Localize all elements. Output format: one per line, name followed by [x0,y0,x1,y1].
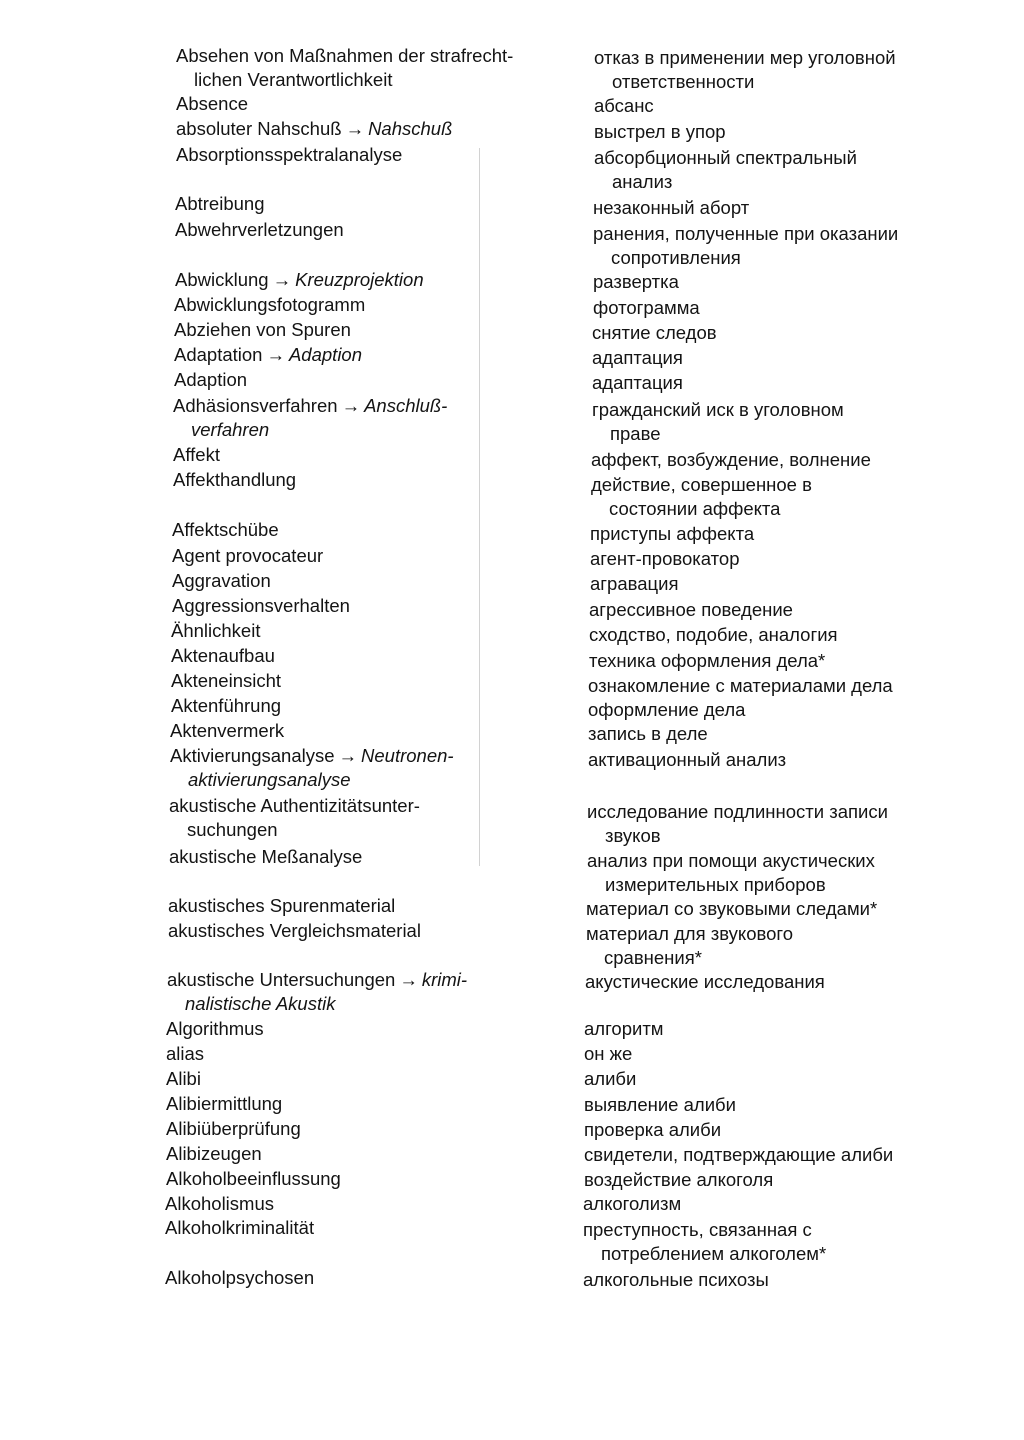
german-term [171,694,561,718]
german-term-text: Alibiüberprüfung [166,1118,301,1139]
russian-translation-continuation: ответственности [612,71,755,92]
german-term [175,218,565,242]
german-term [171,644,561,668]
german-term-text: akustisches Spurenmaterial [168,895,396,916]
german-term-text: Alkoholkriminalität [165,1217,315,1238]
german-term [176,117,566,141]
russian-translation [594,46,1014,94]
german-term-text: akustische Untersuchungen [167,969,396,990]
russian-translation [594,120,1014,144]
german-term-continuation: lichen Verantwortlichkeit [194,69,393,90]
cross-reference: krimi- [421,969,468,990]
russian-translation-text: отказ в применении мер уголовной [594,47,896,68]
russian-translation-text: оформление дела [588,699,746,720]
russian-translation-text: аффект, возбуждение, волнение [591,449,871,470]
german-term-text: Abwicklungsfotogramm [174,294,366,315]
russian-translation [584,1093,1004,1117]
german-term [175,192,565,216]
cross-reference: Anschluß- [364,395,448,416]
russian-translation-continuation: звуков [605,825,661,846]
russian-translation [590,572,1010,596]
russian-translation-text: агрессивное поведение [589,599,793,620]
russian-translation [586,897,1006,921]
german-term [175,268,565,292]
german-term-text: Abwicklung [175,269,269,290]
german-term [167,968,557,1016]
russian-translation-text: развертка [593,271,679,292]
german-term-text: Absorptionsspektralanalyse [176,144,403,165]
cross-reference: Adaption [288,344,363,365]
german-term-text: Abwehrverletzungen [175,219,344,240]
german-term-text: Abtreibung [175,193,265,214]
german-term [166,1017,556,1041]
german-term [176,44,566,92]
cross-reference-continuation: aktivierungsanalyse [188,769,351,790]
german-term [166,1042,556,1066]
russian-translation-text: свидетели, подтверждающие алиби [584,1144,894,1165]
german-term-text: Adhäsionsverfahren [173,395,338,416]
german-term-text: akustische Meßanalyse [169,846,363,867]
russian-translation-text: адаптация [592,372,683,393]
russian-translation [590,547,1010,571]
russian-translation-text: проверка алиби [584,1119,722,1140]
russian-translation [593,222,1013,270]
russian-translation-text: материал для звукового [586,923,794,944]
russian-translation-text: алкоголизм [583,1193,682,1214]
russian-translation [593,296,1013,320]
cross-reference: Neutronen- [361,745,454,766]
russian-translation-text: запись в деле [588,723,708,744]
german-term-text: Aggravation [172,570,271,591]
german-term [174,368,564,392]
russian-translation-text: сходство, подобие, аналогия [589,624,838,645]
russian-translation-continuation: состоянии аффекта [609,498,781,519]
russian-translation-text: абсорбционный спектральный [594,147,857,168]
german-term [172,594,562,618]
german-term [176,143,566,167]
russian-translation-text: активационный анализ [588,749,787,770]
russian-translation-continuation: сравнения* [604,947,702,968]
german-term [173,468,563,492]
german-term-text: Adaptation [174,344,263,365]
german-term-text: Alkoholpsychosen [165,1267,315,1288]
cross-reference-continuation: verfahren [191,419,270,440]
cross-reference-arrow-icon: → [338,745,358,766]
russian-translation [588,698,1008,722]
russian-translation-text: акустические исследования [585,971,825,992]
russian-translation-text: алиби [584,1068,637,1089]
russian-translation-text: действие, совершенное в [591,474,812,495]
german-term-text: Algorithmus [166,1018,264,1039]
german-term-text: Aktenführung [171,695,282,716]
russian-translation [583,1218,1003,1266]
russian-translation-continuation: измерительных приборов [605,874,826,895]
russian-translation-text: исследование подлинности записи [587,801,888,822]
german-term-text: Adaption [174,369,248,390]
russian-translation [589,649,1009,673]
russian-translation [583,1192,1003,1216]
german-term-text: Alibizeugen [166,1143,262,1164]
german-term-continuation: suchungen [187,819,278,840]
russian-translation-text: анализ при помощи акустических [587,850,875,871]
german-term-text: Alibiermittlung [166,1093,283,1114]
german-term-text: Akteneinsicht [171,670,282,691]
russian-translation [592,321,1012,345]
russian-translation-text: алкогольные психозы [583,1269,769,1290]
russian-translation [593,270,1013,294]
russian-translation [588,674,1008,698]
german-term [166,1117,556,1141]
russian-translation [594,94,1014,118]
cross-reference: Nahschuß [368,118,453,139]
german-term [169,845,559,869]
russian-translation [592,346,1012,370]
german-term [174,318,564,342]
german-term [172,518,562,542]
russian-translation-text: преступность, связанная с [583,1219,812,1240]
russian-translation-text: техника оформления дела* [589,650,826,671]
german-term [172,569,562,593]
cross-reference-continuation: nalistische Akustik [185,993,336,1014]
german-term [172,544,562,568]
german-term [174,293,564,317]
german-term-text: Absehen von Maßnahmen der strafrecht- [176,45,514,66]
german-term-text: Aktivierungsanalyse [170,745,335,766]
german-term-text: Aktenvermerk [170,720,285,741]
german-term [173,394,563,442]
russian-translation-text: адаптация [592,347,683,368]
german-term-text: Abziehen von Spuren [174,319,351,340]
german-term [170,719,560,743]
russian-translation [584,1017,1004,1041]
russian-translation-text: снятие следов [592,322,717,343]
russian-translation-text: незаконный аборт [593,197,750,218]
cross-reference-arrow-icon: → [266,344,285,365]
russian-translation [594,146,1014,194]
german-term [174,343,564,367]
russian-translation-text: приступы аффекта [590,523,755,544]
german-term-text: Ähnlichkeit [171,620,261,641]
german-term [165,1216,555,1240]
russian-translation-text: материал со звуковыми следами* [586,898,878,919]
russian-translation-text: выстрел в упор [594,121,726,142]
german-term-text: Alkoholismus [165,1193,274,1214]
russian-translation [588,748,1008,772]
cross-reference: Kreuzprojektion [295,269,424,290]
russian-translation-text: он же [584,1043,633,1064]
russian-translation-continuation: сопротивления [611,247,741,268]
german-term [166,1067,556,1091]
russian-translation [592,398,1012,446]
russian-translation [586,922,1006,970]
german-term [165,1266,555,1290]
russian-translation-text: ознакомление с материалами дела [588,675,893,696]
russian-translation [585,970,1005,994]
russian-translation-text: ранения, полученные при оказании [593,223,899,244]
german-term-text: Affektschübe [172,519,279,540]
russian-translation [590,522,1010,546]
german-term-text: Affekt [173,444,220,465]
russian-translation-text: воздействие алкоголя [584,1169,774,1190]
german-term [171,669,561,693]
russian-translation [584,1143,1004,1167]
russian-translation-text: алгоритм [584,1018,664,1039]
german-term-text: Alkoholbeeinflussung [166,1168,341,1189]
german-term [166,1167,556,1191]
german-term [173,443,563,467]
german-term [168,919,558,943]
german-term [168,894,558,918]
cross-reference-arrow-icon: → [341,395,361,416]
russian-translation [587,800,1007,848]
german-term [166,1092,556,1116]
german-term [176,92,566,116]
russian-translation-text: абсанс [594,95,654,116]
german-term-text: Affekthandlung [173,469,297,490]
russian-translation-continuation: анализ [612,171,673,192]
russian-translation-text: выявление алиби [584,1094,736,1115]
german-term-text: akustisches Vergleichsmaterial [168,920,421,941]
cross-reference-arrow-icon: → [399,969,418,990]
german-term-text: absoluter Nahschuß [176,118,342,139]
russian-translation [589,598,1009,622]
russian-translation [588,722,1008,746]
russian-translation-text: агент-провокатор [590,548,740,569]
german-term-text: Aggressionsverhalten [172,595,350,616]
german-term [171,619,561,643]
german-term-text: Alibi [166,1068,201,1089]
russian-translation-continuation: потреблением алкоголем* [601,1243,827,1264]
russian-translation [591,448,1011,472]
russian-translation-text: фотограмма [593,297,700,318]
russian-translation [584,1118,1004,1142]
german-term-text: akustische Authentizitätsunter- [169,795,420,816]
russian-translation [591,473,1011,521]
russian-translation [584,1067,1004,1091]
russian-translation-continuation: праве [610,423,661,444]
cross-reference-arrow-icon: → [272,269,292,290]
german-term-text: Aktenaufbau [171,645,275,666]
german-term-text: Agent provocateur [172,545,324,566]
german-term [169,794,559,842]
german-term [170,744,560,792]
russian-translation-text: агравация [590,573,679,594]
german-term [166,1142,556,1166]
russian-translation [584,1042,1004,1066]
german-term [165,1192,555,1216]
russian-translation [584,1168,1004,1192]
russian-translation [583,1268,1003,1292]
german-term-text: Absence [176,93,248,114]
cross-reference-arrow-icon: → [345,118,365,139]
russian-translation [592,371,1012,395]
russian-translation [593,196,1013,220]
german-term-text: alias [166,1043,205,1064]
russian-translation [587,849,1007,897]
russian-translation-text: гражданский иск в уголовном [592,399,844,420]
russian-translation [589,623,1009,647]
